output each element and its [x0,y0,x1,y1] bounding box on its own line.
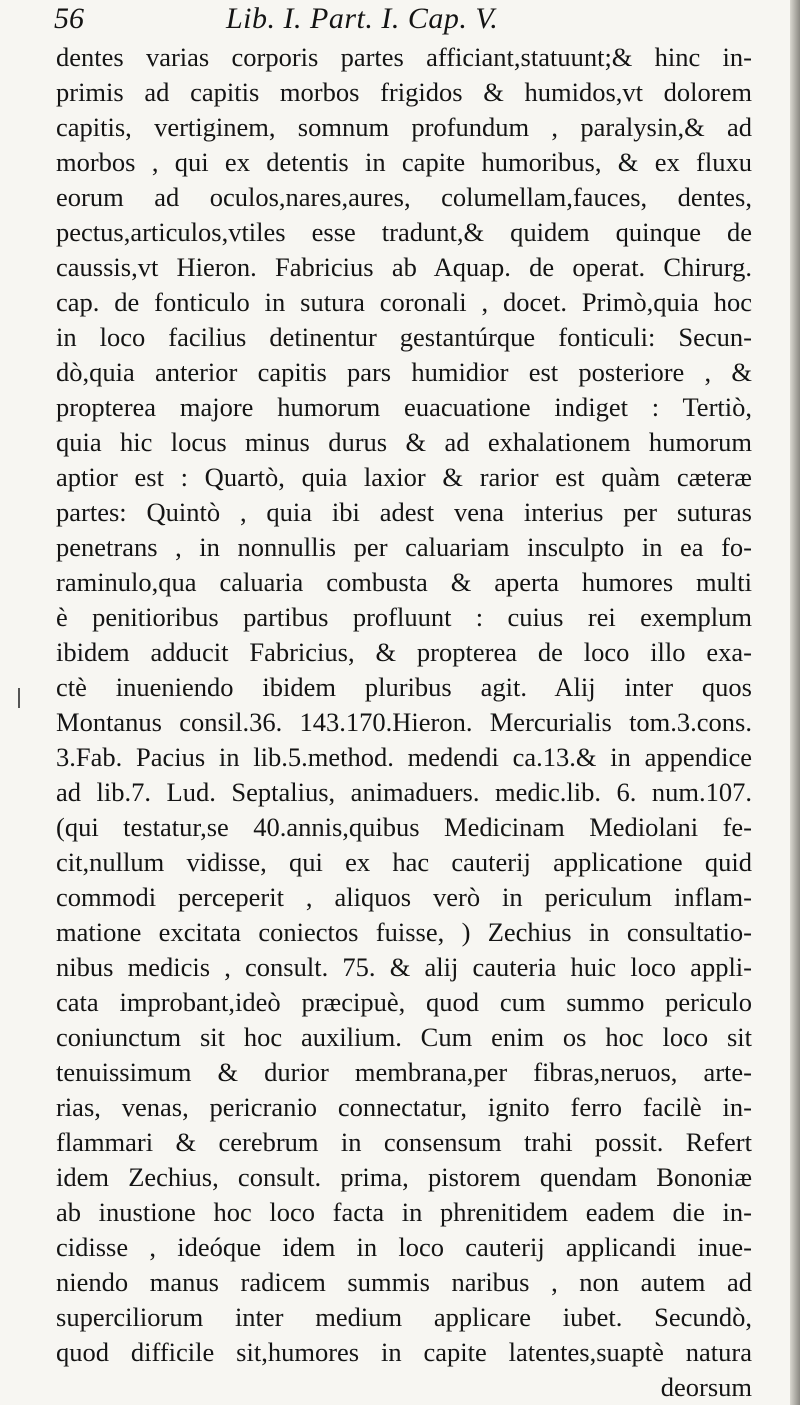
text-line: (qui testatur,se 40.annis,quibus Medicinam Mediolani fe- [56,812,752,842]
text-line: primis ad capitis morbos frigidos & humidos,vt dolorem [56,77,752,107]
text-line: cap. de fonticulo in sutura coronali , docet. Primò,quia hoc [56,287,752,317]
text-line: dò,quia anterior capitis pars humidior est posteriore , & [56,357,752,387]
text-line: niendo manus radicem summis naribus , non autem ad [56,1267,752,1297]
text-line: partes: Quintò , quia ibi adest vena interius per suturas [56,497,752,527]
running-head: Lib. I. Part. I. Cap. V. [226,2,499,35]
text-line: dentes varias corporis partes afficiant,statuunt;& hinc in- [56,42,752,72]
text-line: eorum ad oculos,nares,aures, columellam,fauces, dentes, [56,182,752,212]
text-line: cit,nullum vidisse, qui ex hac cauterij applicatione quid [56,847,752,877]
text-line: pectus,articulos,vtiles esse tradunt,& quidem quinque de [56,217,752,247]
text-line: matione excitata coniectos fuisse, ) Zechius in consultatio- [56,917,752,947]
text-line: propterea majore humorum euacuatione indiget : Tertiò, [56,392,752,422]
margin-mark [18,688,20,708]
text-line: morbos , qui ex detentis in capite humoribus, & ex fluxu [56,147,752,177]
text-line: raminulo,qua caluaria combusta & aperta humores multi [56,567,752,597]
text-line: nibus medicis , consult. 75. & alij cauteria huic loco appli- [56,952,752,982]
page-edge-shadow [790,0,800,1405]
text-line: penetrans , in nonnullis per caluariam insculpto in ea fo- [56,532,752,562]
text-line: è penitioribus partibus profluunt : cuius rei exemplum [56,602,752,632]
text-line: ctè inueniendo ibidem pluribus agit. Alij inter quos [56,672,752,702]
page-header [54,0,754,40]
text-line: tenuissimum & durior membrana,per fibras,neruos, arte- [56,1057,752,1087]
text-line: idem Zechius, consult. prima, pistorem quendam Bononiæ [56,1162,752,1192]
text-line: capitis, vertiginem, somnum profundum , paralysin,& ad [56,112,752,142]
text-line: ibidem adducit Fabricius, & propterea de loco illo exa- [56,637,752,667]
text-line: flammari & cerebrum in consensum trahi possit. Refert [56,1127,752,1157]
text-line: quod difficile sit,humores in capite latentes,suaptè natura [56,1337,752,1367]
body-text [56,40,752,1405]
text-line: superciliorum inter medium applicare iubet. Secundò, [56,1302,752,1332]
text-line: ad lib.7. Lud. Septalius, animaduers. medic.lib. 6. num.107. [56,777,752,807]
text-line: Montanus consil.36. 143.170.Hieron. Mercurialis tom.3.cons. [56,707,752,737]
text-line: cata improbant,ideò præcipuè, quod cum summo periculo [56,987,752,1017]
text-line: quia hic locus minus durus & ad exhalationem humorum [56,427,752,457]
text-line: coniunctum sit hoc auxilium. Cum enim os hoc loco sit [56,1022,752,1052]
page-number: 56 [54,2,84,35]
text-line: aptior est : Quartò, quia laxior & rarior est quàm cæteræ [56,462,752,492]
text-line: ab inustione hoc loco facta in phrenitidem eadem die in- [56,1197,752,1227]
text-line: in loco facilius detinentur gestantúrque fonticuli: Secun- [56,322,752,352]
text-line: caussis,vt Hieron. Fabricius ab Aquap. de operat. Chirurg. [56,252,752,282]
text-line: rias, venas, pericranio connectatur, ignito ferro facilè in- [56,1092,752,1122]
text-line: commodi perceperit , aliquos verò in periculum inflam- [56,882,752,912]
text-line: cidisse , ideóque idem in loco cauterij applicandi inue- [56,1232,752,1262]
catchword: deorsum [660,1372,752,1402]
text-line: 3.Fab. Pacius in lib.5.method. medendi ca.13.& in appendice [56,742,752,772]
